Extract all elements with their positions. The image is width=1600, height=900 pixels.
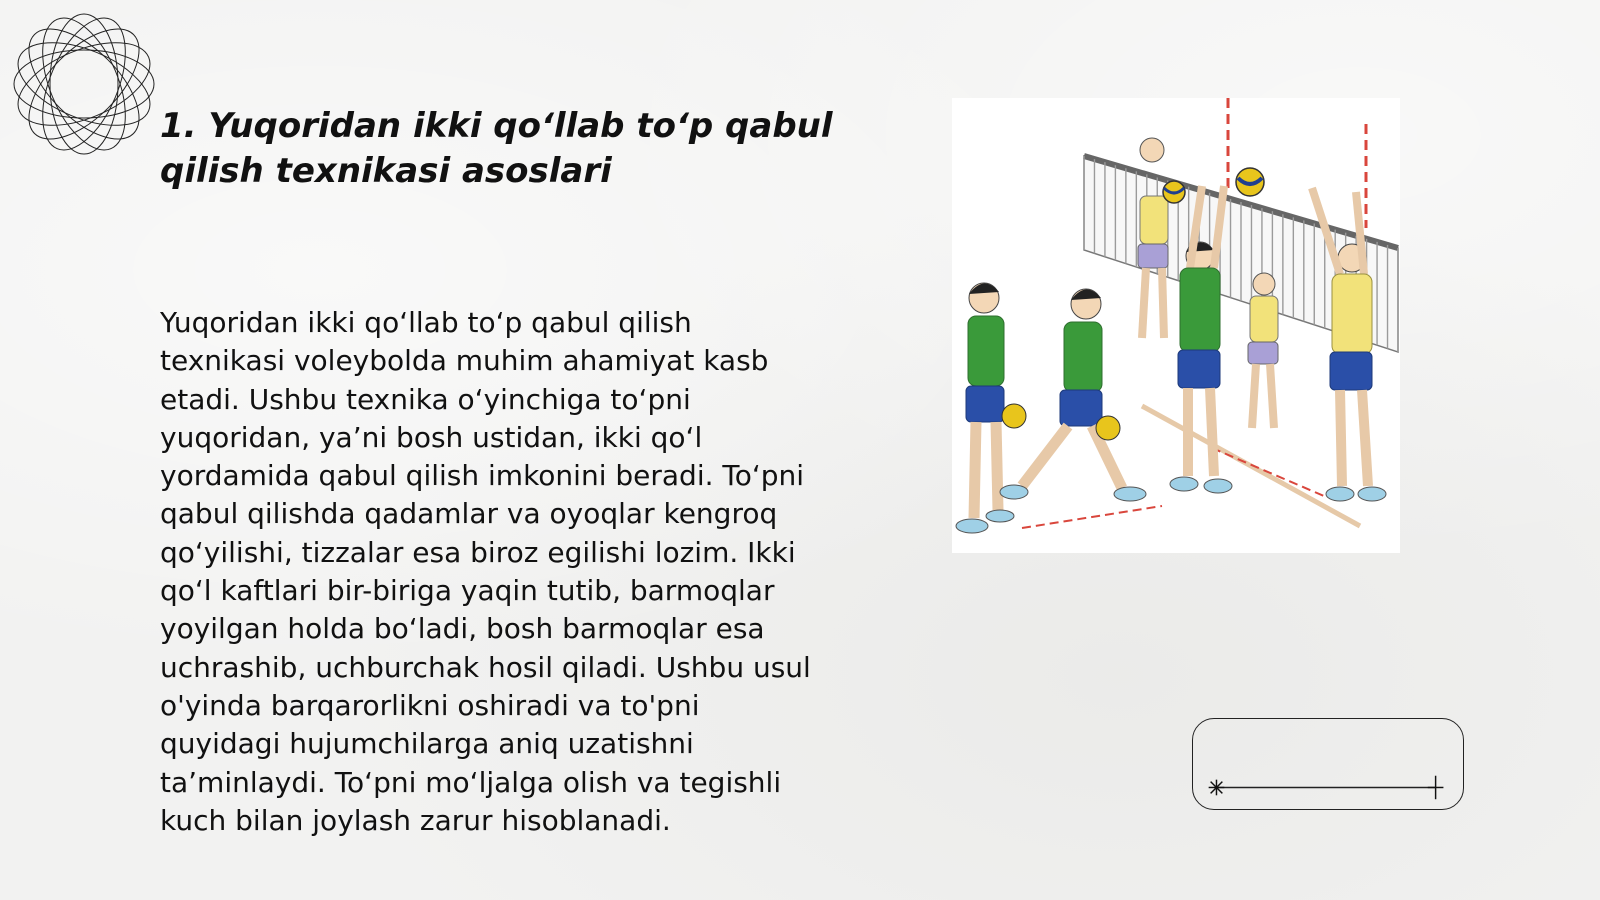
decorative-frame	[1192, 718, 1464, 810]
rosette-ring	[10, 26, 158, 142]
volleyball-players-image	[952, 98, 1400, 553]
rosette-ring	[14, 50, 154, 118]
volleyball-illustration	[952, 98, 1400, 553]
rosette-ring	[26, 10, 142, 158]
rosette-ring	[10, 10, 157, 157]
slide-title: 1. Yuqoridan ikki qo‘llab to‘p qabul qilish texnikasi asoslari	[160, 106, 833, 191]
rosette-ornament-icon	[10, 10, 158, 158]
rosette-ring	[10, 10, 157, 157]
volleyball-ball-2	[1163, 181, 1185, 203]
movement-arrow	[1022, 506, 1162, 528]
rosette-ring	[50, 14, 118, 154]
blocker-back-left	[1138, 138, 1168, 338]
line-with-star-icon	[1193, 719, 1463, 809]
player-stepping-with-ball	[1000, 289, 1146, 501]
rosette-ring	[10, 26, 158, 142]
slide-body-text: Yuqoridan ikki qo‘llab to‘p qabul qilish texnikasi voleybolda muhim ahamiyat kasb etadi. Ushbu texnika o‘yinchiga to‘pni yuqoridan, ya’ni bosh ustidan, ikki qo‘l yordamida qabul qilish imkonini beradi. To‘pni qabul qilishda qadamlar va oyoqlar kengroq qo‘yilishi, tizzalar esa biroz egilishi lozim. Ikki qo‘l kaftlari bir-biriga yaqin tutib, barmoqlar yoyilgan holda bo‘ladi, bosh barmoqlar esa uchrashib, uchburchak hosil qiladi. Ushbu usul o'yinda barqarorlikni oshiradi va to'pni quyidagi hujumchilarga aniq uzatishni ta’minlaydi. To‘pni mo‘ljalga olish va tegishli kuch bilan joylash zarur hisoblanadi.	[160, 306, 811, 837]
volleyball-ball-1	[1236, 168, 1264, 196]
rosette-ring	[26, 10, 142, 158]
